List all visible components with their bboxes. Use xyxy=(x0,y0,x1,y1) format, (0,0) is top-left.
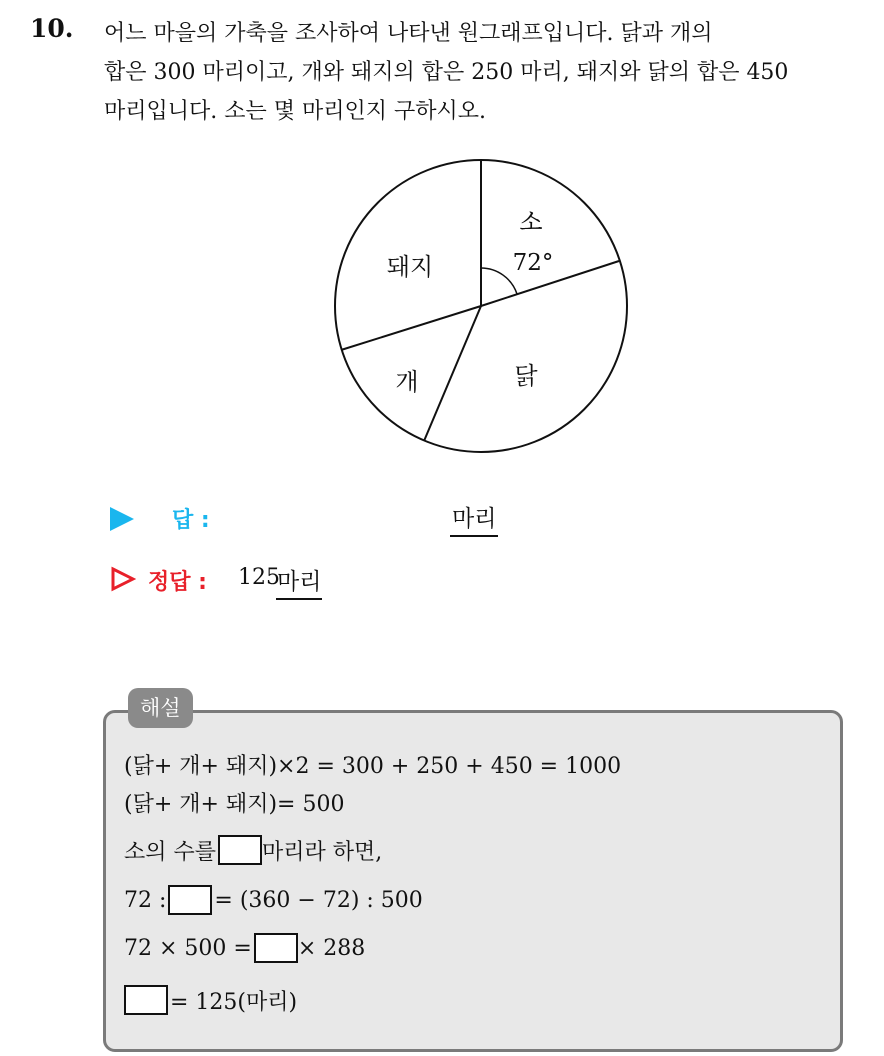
solution-line-3-post: 마리라 하면, xyxy=(262,839,383,865)
solution-tab: 해설 xyxy=(128,688,193,728)
play-triangle-icon xyxy=(110,507,134,531)
question-line-2: 합은 300 마리이고, 개와 돼지의 합은 250 마리, 돼지와 닭의 합은 450 xyxy=(104,60,789,85)
solution-line-5-pre: 72 × 500 = xyxy=(124,935,252,961)
answer-unit[interactable]: 마리 xyxy=(450,500,498,537)
solution-line-2-text: (닭+ 개+ 돼지)= 500 xyxy=(124,791,345,817)
solution-line-6 xyxy=(124,982,297,1018)
solution-line-1-text: (닭+ 개+ 돼지)×2 = 300 + 250 + 450 = 1000 xyxy=(124,753,622,779)
solution-line-6-post: = 125(마리) xyxy=(170,989,298,1015)
question-line-1: 어느 마을의 가축을 조사하여 나타낸 원그래프입니다. 닭과 개의 xyxy=(104,21,713,46)
slice-angle-cow: 72° xyxy=(512,250,554,276)
solution-line-1 xyxy=(124,746,621,782)
solution-line-2 xyxy=(124,784,344,820)
blank-box xyxy=(218,835,262,865)
solution-line-4 xyxy=(124,882,423,918)
blank-box xyxy=(168,885,212,915)
question-text xyxy=(104,14,864,131)
slice-label-dog: 개 xyxy=(395,368,419,396)
solution-line-3 xyxy=(124,832,382,868)
slice-label-pig: 돼지 xyxy=(386,253,434,281)
answer-row xyxy=(110,500,570,540)
blank-box xyxy=(254,933,298,963)
blank-box xyxy=(124,985,168,1015)
answer-label: 답 : xyxy=(172,508,210,533)
correct-label: 정답 : xyxy=(148,570,207,595)
correct-unit: 마리 xyxy=(276,563,322,600)
pie-chart xyxy=(320,150,640,460)
outline-triangle-icon xyxy=(110,566,136,592)
correct-answer-row xyxy=(110,562,470,602)
slice-label-cow: 소 xyxy=(519,208,543,236)
solution-line-5-post: × 288 xyxy=(297,935,366,961)
correct-value: 125 xyxy=(238,565,280,590)
solution-line-4-post: = (360 − 72) : 500 xyxy=(214,887,423,913)
question-number: 10. xyxy=(30,14,74,43)
question-line-3: 마리입니다. 소는 몇 마리인지 구하시오. xyxy=(104,99,486,124)
solution-line-4-pre: 72 : xyxy=(124,887,167,913)
solution-line-3-pre: 소의 수를 xyxy=(124,839,217,865)
slice-label-chicken: 닭 xyxy=(514,362,538,390)
solution-line-5 xyxy=(124,930,365,966)
